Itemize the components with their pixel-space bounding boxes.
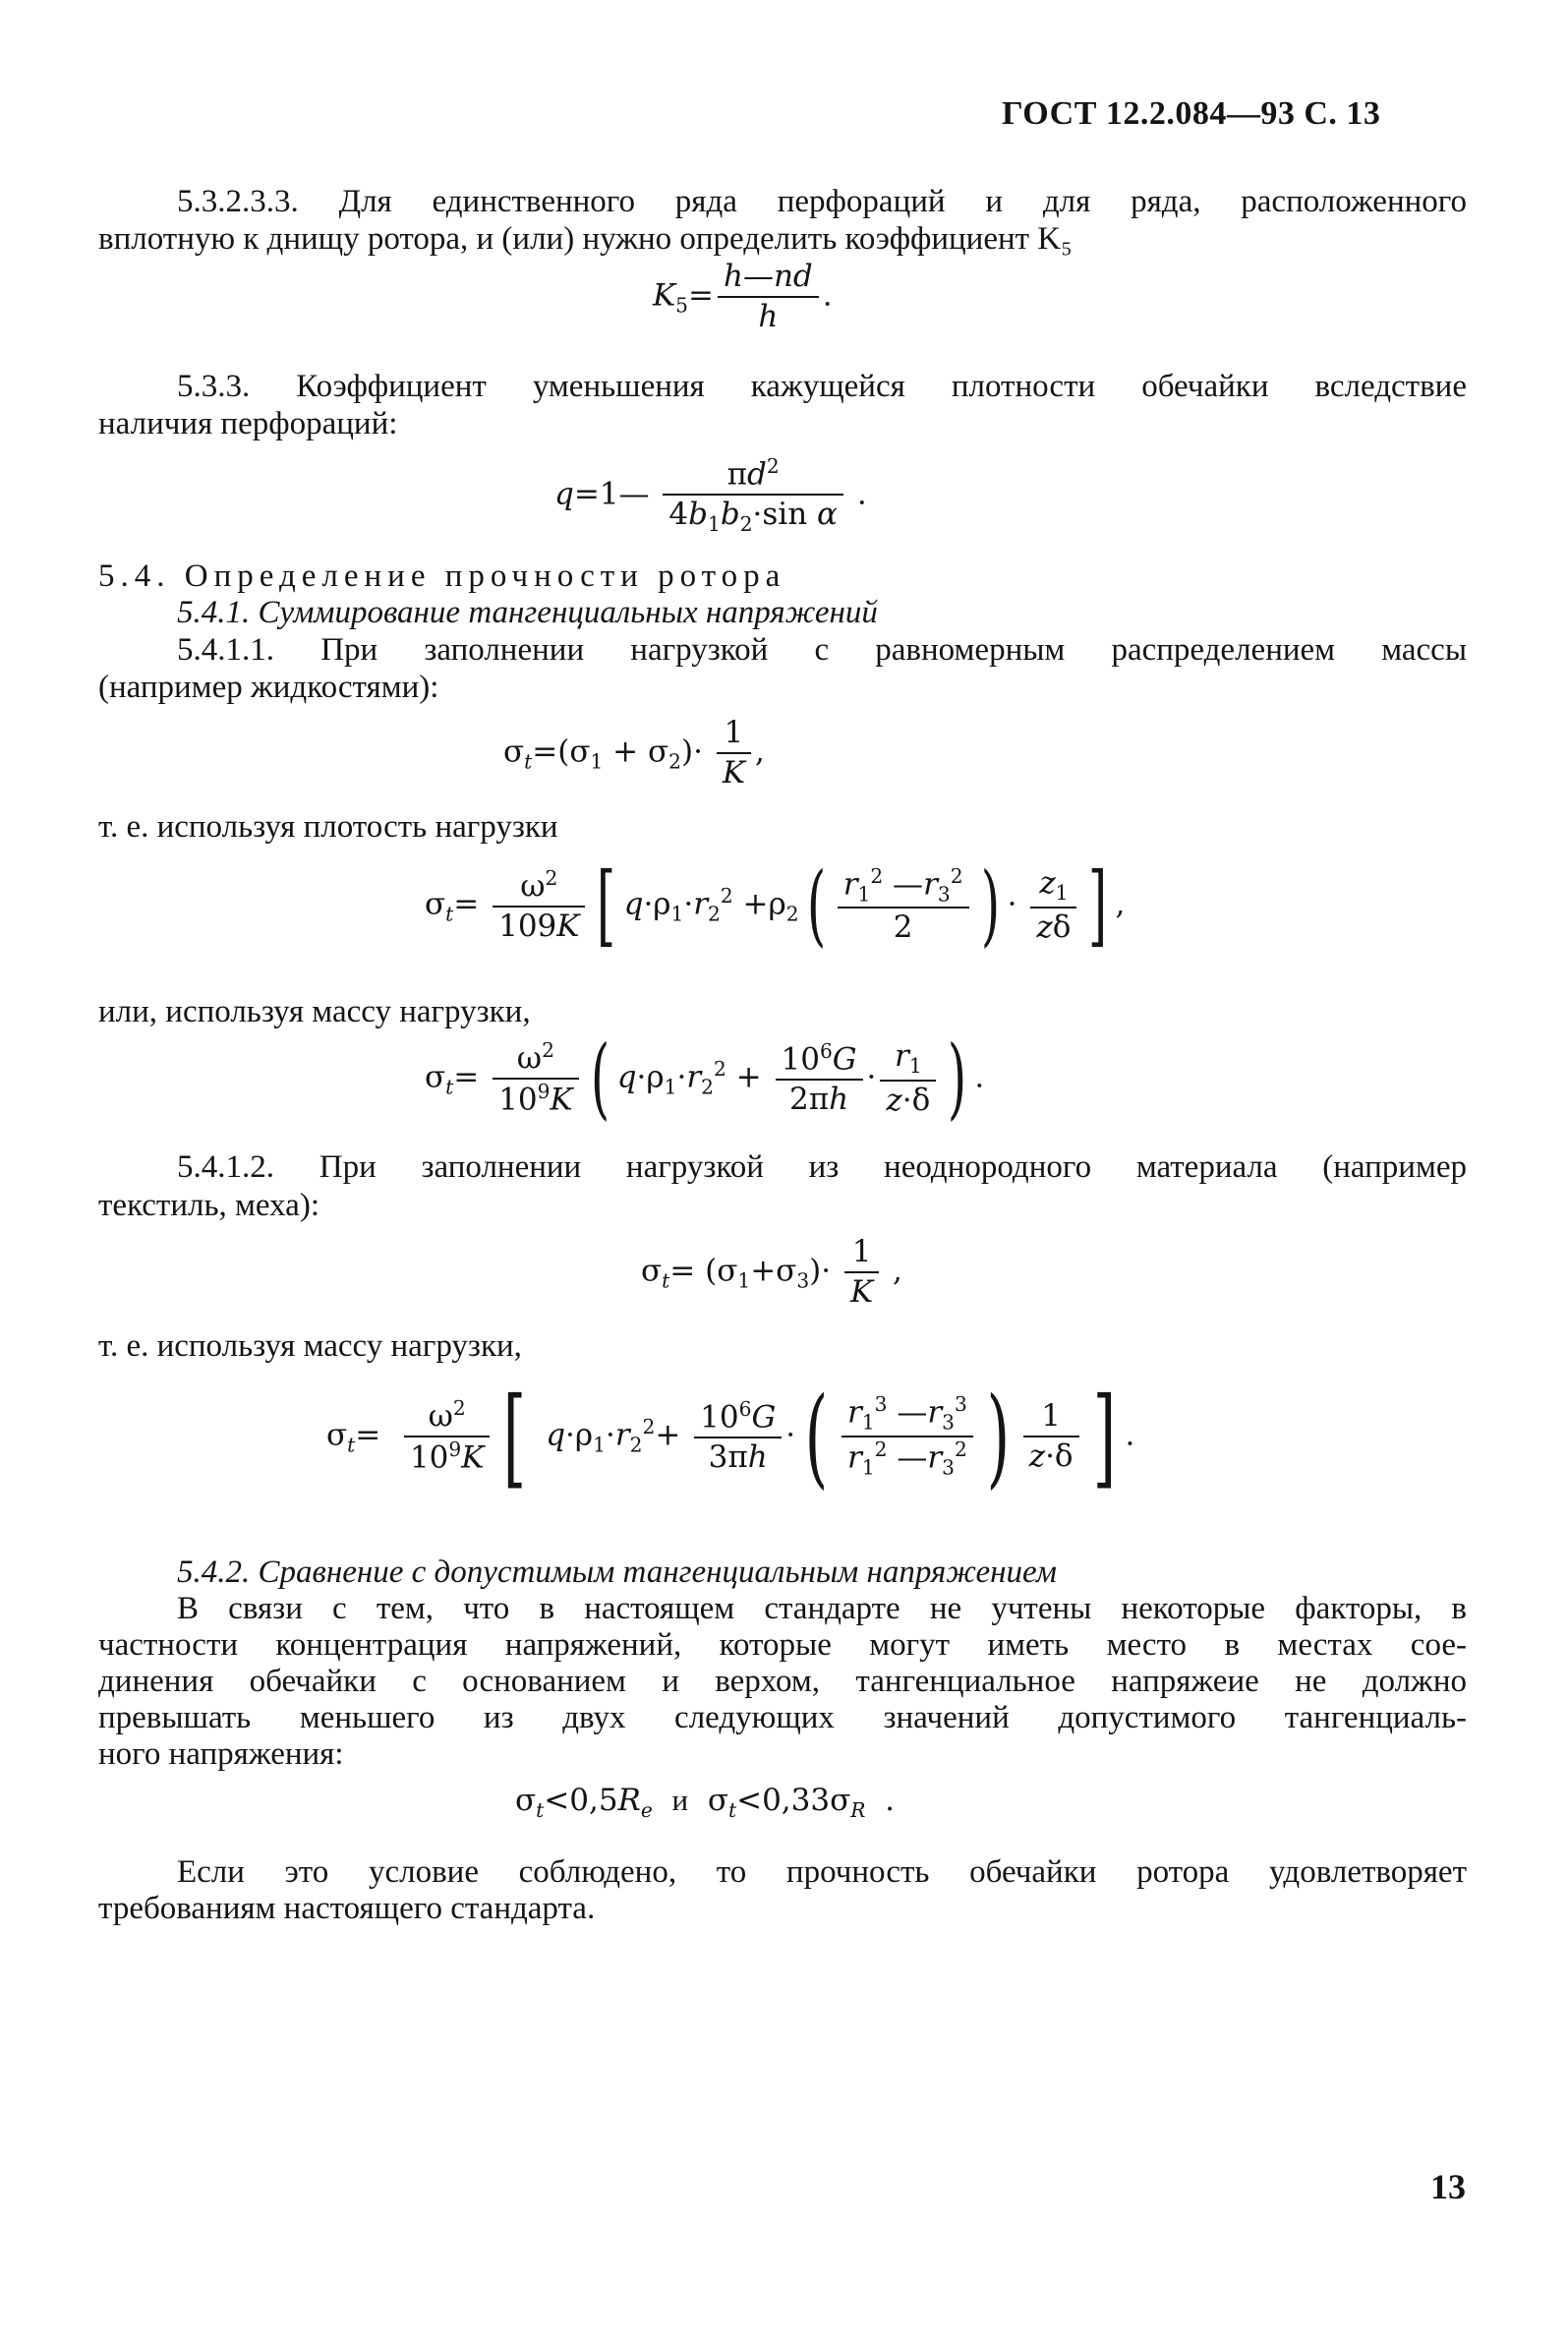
formula-sigma-t-3: $\sigma_t=$ $\frac{\omega^2}{10^9K}$ ( $q\cdot\rho_1\cdot r_2^2$ + $\frac{10^6G}{2\pi h}$ · $\frac{r_1}{z\cdot\delta}$ ) . — [425, 1026, 985, 1130]
para-533-line1: 5.3.3. Коэффициент уменьшения кажущейся плотности обечайки вследствие — [177, 369, 1467, 404]
formula-sigma-t-1: $\sigma_t=(\sigma_1 + \sigma_2)\cdot$ $\frac{1}{K}$ , — [503, 715, 765, 791]
formula-sigma-t-4: $\sigma_t= (\sigma_1+\sigma_3)\cdot$ $\frac{1}{K}$ , — [641, 1234, 902, 1310]
para-533-line2: наличия перфораций: — [98, 406, 398, 441]
para-final-line1: Если это условие соблюдено, то прочность обечайки ротора удовлетворяет — [177, 1854, 1467, 1890]
formula-sigma-t-5: $\sigma_t=$ $\frac{\omega^2}{10^9K}$ [ $q\cdot\rho_1\cdot r_2^2+$ $\frac{10^6G}{3\pi h}$ ·( $\frac{r_1^3 —r_3^3}{r_1^2 —r_3^2}$ ) $\frac{1}{z\cdot\delta}$ ] . — [326, 1374, 1135, 1499]
para-542-line5: ного напряжения: — [98, 1736, 344, 1772]
para-542-line1: В связи с тем, что в настоящем стандарте не учтены некоторые факторы, в — [177, 1591, 1467, 1626]
page-number: 13 — [1430, 2167, 1466, 2206]
para-5411-line2: (например жидкостями): — [98, 670, 439, 705]
section-542-title: 5.4.2. Сравнение с допустимым тангенциальным напряжением — [177, 1554, 1057, 1590]
formula-k5: $K_5=$ $\frac{h—nd}{h}$ . — [653, 259, 833, 334]
para-5411-line1: 5.4.1.1. При заполнении нагрузкой с равномерным распределением массы — [177, 632, 1467, 668]
para-5412-line1: 5.4.1.2. При заполнении нагрузкой из неоднородного материала (например — [177, 1149, 1467, 1185]
para-final-line2: требованиям настоящего стандарта. — [98, 1891, 596, 1926]
para-53233-line1: 5.3.2.3.3. Для единственного ряда перфораций и для ряда, расположенного — [177, 184, 1467, 219]
text-using-density: т. е. используя плотость нагрузки — [98, 809, 558, 845]
para-5412-line2: текстиль, меха): — [98, 1188, 319, 1223]
section-54-title: 5.4. Определение прочности ротора — [98, 558, 786, 594]
text-using-mass: т. е. используя массу нагрузки, — [98, 1328, 522, 1364]
formula-condition: $\sigma_t<0,5R_e$ и $\sigma_t<0,33\sigma_R$ . — [515, 1783, 895, 1823]
formula-and-word: и — [671, 1783, 689, 1817]
para-53233-line2: вплотную к днищу ротора, и (или) нужно определить коэффициент K₅ — [98, 221, 1073, 257]
text-or-using-mass: или, используя массу нагрузки, — [98, 994, 531, 1029]
section-541-title: 5.4.1. Суммирование тангенциальных напряжений — [177, 595, 878, 630]
para-542-line2: частности концентрация напряжений, которые могут иметь место в местах сое- — [98, 1627, 1467, 1663]
para-542-line3: динения обечайки с основанием и верхом, тангенциальное напряжеие не должно — [98, 1664, 1467, 1699]
para-542-line4: превышать меньшего из двух следующих значений допустимого тангенциаль- — [98, 1700, 1467, 1735]
formula-sigma-t-2: $\sigma_t=$ $\frac{\omega^2}{109K}$ [ $q\cdot\rho_1\cdot r_2^2 +\rho_2$( $\frac{r_1^2 —r_3^2}{2}$ ) · $\frac{z_1}{z\delta}$ ] , — [425, 853, 1126, 957]
page-header: ГОСТ 12.2.084—93 С. 13 — [1002, 95, 1381, 132]
formula-q: q=1— $\frac{\pi d^2}{4b_1b_2\cdot\sin \alpha}$ . — [554, 454, 867, 537]
